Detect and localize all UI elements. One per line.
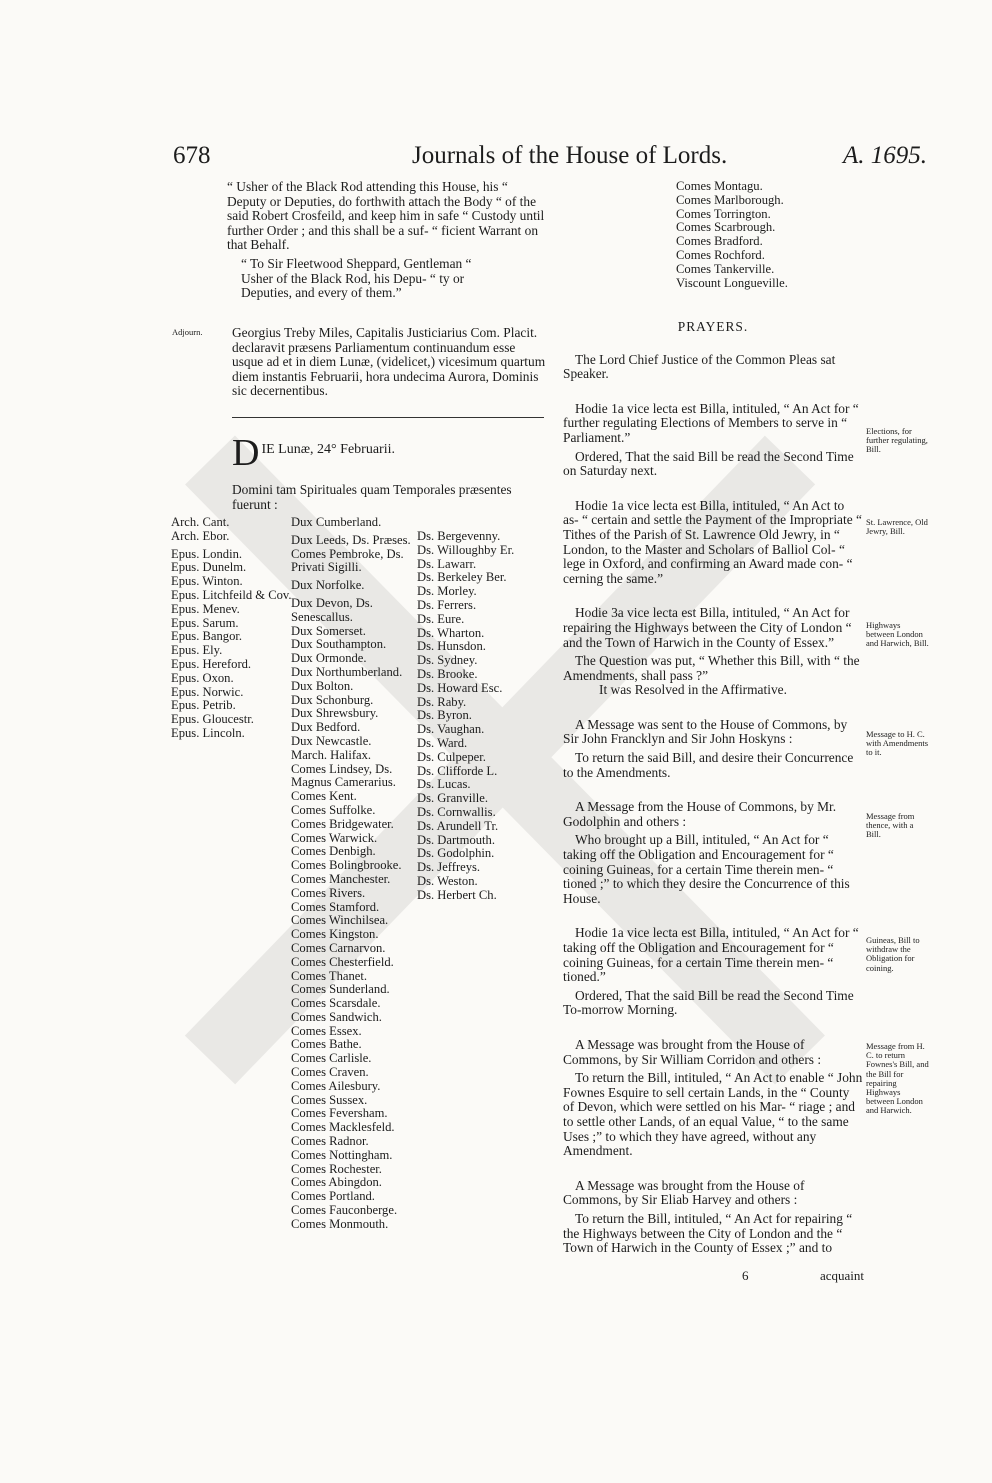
lord-entry: Comes Ailesbury. bbox=[291, 1078, 381, 1093]
baron-entry: Ds. Granville. bbox=[417, 791, 488, 806]
bishop-entry: Epus. Londin. bbox=[171, 546, 243, 561]
earl-entry: Comes Bradford. bbox=[676, 234, 763, 249]
lord-entry: March. Halifax. bbox=[291, 747, 372, 762]
prayers-heading: PRAYERS. bbox=[677, 319, 749, 334]
bishop-entry: Arch. Ebor. bbox=[171, 528, 230, 543]
bishop-entry: Epus. Bangor. bbox=[171, 629, 243, 644]
baron-entry: Ds. Godolphin. bbox=[417, 846, 495, 861]
lord-entry: Comes Bathe. bbox=[291, 1037, 362, 1052]
lord-entry: Comes Sandwich. bbox=[291, 1009, 382, 1024]
lord-entry: Comes Denbigh. bbox=[291, 844, 376, 859]
lord-entry: Comes Portland. bbox=[291, 1189, 375, 1204]
bishops-list bbox=[171, 516, 292, 741]
entry-st-lawrence: Hodie 1a vice lecta est Billa, intituled, “ An Act to as- “ certain and settle the Payment of the Impropriate “ Tithes of the Parish of St. Lawrence Old Jewry, in “ London, to the Master and Scholars of Balliol Col- “ lege in Oxford, and confirming an Award made con- “ cerning the same.” bbox=[563, 497, 862, 586]
catchword: acquaint bbox=[820, 1268, 865, 1283]
lord-entry: Comes Macklesfeld. bbox=[291, 1120, 395, 1135]
earl-entry: Comes Marlborough. bbox=[676, 192, 784, 207]
margin-note-guineas: Guineas, Bill to withdraw the Obligation for coining. bbox=[866, 935, 920, 973]
baron-entry: Ds. Wharton. bbox=[417, 625, 485, 640]
right-column bbox=[563, 320, 863, 1256]
bishop-entry: Epus. Ely. bbox=[171, 643, 223, 658]
baron-entry: Ds. Arundell Tr. bbox=[417, 818, 499, 833]
lord-entry: Comes Warwick. bbox=[291, 830, 378, 845]
lord-entry: Comes Monmouth. bbox=[291, 1216, 389, 1231]
lord-entry: Dux Leeds, Ds. Præses. bbox=[291, 532, 411, 547]
bishop-entry: Epus. Litchfeild & Cov. bbox=[171, 587, 292, 602]
lord-entry: Dux Devon, Ds. Senescallus. bbox=[291, 595, 373, 624]
baron-entry: Ds. Eure. bbox=[417, 611, 465, 626]
bishop-entry: Epus. Norwic. bbox=[171, 684, 244, 699]
message-sent: A Message was sent to the House of Commons, by Sir John Francklyn and Sir John Hoskyns : bbox=[563, 716, 848, 747]
lord-entry: Comes Carnarvon. bbox=[291, 940, 386, 955]
baron-entry: Ds. Cornwallis. bbox=[417, 804, 496, 819]
baron-entry: Ds. Weston. bbox=[417, 873, 478, 888]
bishop-entry: Epus. Gloucestr. bbox=[171, 712, 254, 727]
earl-entry: Comes Rochford. bbox=[676, 247, 765, 262]
lord-entry: Dux Norfolke. bbox=[291, 578, 365, 593]
margin-note-st-lawrence: St. Lawrence, Old Jewry, Bill. bbox=[866, 517, 928, 537]
message-brought-2: A Message was brought from the House of Commons, by Sir Eliab Harvey and others : bbox=[563, 1177, 805, 1208]
baron-entry: Ds. Sydney. bbox=[417, 653, 478, 668]
drop-cap: D bbox=[232, 432, 260, 474]
baron-entry: Ds. Byron. bbox=[417, 708, 472, 723]
lord-entry: Comes Thanet. bbox=[291, 968, 368, 983]
day-title: IE Lunæ, 24° Februarii. bbox=[261, 442, 395, 457]
margin-note-message-from: Message from thence, with a Bill. bbox=[866, 811, 915, 840]
lord-entry: Comes Craven. bbox=[291, 1065, 369, 1080]
baron-entry: Ds. Jeffreys. bbox=[417, 860, 481, 875]
lord-entry: Comes Stamford. bbox=[291, 899, 380, 914]
margin-note-elections: Elections, for further regulating, Bill. bbox=[866, 426, 928, 455]
year: A. 1695. bbox=[843, 142, 928, 169]
lord-entry: Dux Bolton. bbox=[291, 678, 354, 693]
baron-entry: Ds. Lawarr. bbox=[417, 556, 477, 571]
lord-entry: Comes Nottingham. bbox=[291, 1147, 393, 1162]
entry-elections: Hodie 1a vice lecta est Billa, intituled, “ An Act for “ further regulating Elections of Members to serve in “ Parliament.” bbox=[563, 400, 859, 445]
baron-entry: Ds. Ward. bbox=[417, 735, 468, 750]
lord-entry: Comes Scarsdale. bbox=[291, 996, 381, 1011]
warrant-text: “ Usher of the Black Rod attending this House, his “ Deputy or Deputies, do forthwith attach the Body “ of the said Robert Crosfeild, and keep him in safe “ Custody until further Order ; and this shall be a suf- “ ficient Warrant on that Behalf. bbox=[227, 179, 545, 253]
bishop-entry: Epus. Hereford. bbox=[171, 656, 252, 671]
lord-entry: Comes Carlisle. bbox=[291, 1051, 372, 1066]
baron-entry: Ds. Lucas. bbox=[417, 777, 471, 792]
signature-mark: 6 bbox=[742, 1268, 749, 1283]
lord-entry: Dux Bedford. bbox=[291, 720, 361, 735]
lord-entry: Dux Schonburg. bbox=[291, 692, 374, 707]
lord-entry: Comes Suffolke. bbox=[291, 802, 376, 817]
lord-entry: Dux Southampton. bbox=[291, 637, 387, 652]
lord-entry: Comes Kent. bbox=[291, 789, 357, 804]
bishop-entry: Arch. Cant. bbox=[171, 515, 230, 529]
lord-entry: Comes Sunderland. bbox=[291, 982, 390, 997]
order-guineas: Ordered, That the said Bill be read the Second Time To-morrow Morning. bbox=[563, 987, 854, 1018]
adjourn-text: Georgius Treby Miles, Capitalis Justiciarius Com. Placit. declaravit præsens Parliamentum continuandum esse usque ad et in diem Lunæ, (videlicet,) vicesimum quartum diem instantis Februarii, hora undecima Aurora, Dominis sic decernentibus. bbox=[232, 325, 546, 399]
barons-list bbox=[417, 530, 514, 903]
lord-entry: Comes Chesterfield. bbox=[291, 954, 394, 969]
baron-entry: Ds. Dartmouth. bbox=[417, 832, 496, 847]
lord-entry: Comes Rivers. bbox=[291, 885, 366, 900]
entry-guineas: Hodie 1a vice lecta est Billa, intituled, “ An Act for “ taking off the Obligation and Encouragement for “ coining Guineas, for a certain Time therein men- “ tioned.” bbox=[563, 925, 859, 985]
bishop-entry: Epus. Dunelm. bbox=[171, 560, 247, 575]
baron-entry: Ds. Berkeley Ber. bbox=[417, 570, 507, 585]
message-from-text: Who brought up a Bill, intituled, “ An Act for “ taking off the Obligation and Encouragement for “ coining Guineas, for a certain Time therein men- “ tioned ;” to which they desire the Concurrence of this House. bbox=[563, 832, 850, 906]
baron-entry: Ds. Willoughby Er. bbox=[417, 542, 515, 557]
message-from: A Message from the House of Commons, by Mr. Godolphin and others : bbox=[563, 799, 837, 829]
lord-entry: Comes Lindsey, Ds. Magnus Camerarius. bbox=[291, 761, 396, 790]
lord-entry: Comes Manchester. bbox=[291, 871, 391, 886]
lord-entry: Dux Shrewsbury. bbox=[291, 706, 379, 721]
lord-entry: Comes Fauconberge. bbox=[291, 1203, 398, 1218]
message-brought-2-text: To return the Bill, intituled, “ An Act for repairing “ the Highways between the City of London and the “ Town of Harwich in the County of Essex ;” and to bbox=[563, 1210, 853, 1256]
margin-note-message-to: Message to H. C. with Amendments to it. bbox=[866, 729, 929, 758]
margin-note-fownes: Message from H. C. to return Fownes's Bill, and the Bill for repairing Highways between London and Harwich. bbox=[866, 1041, 929, 1116]
margin-note-highways: Highways between London and Harwich, Bill. bbox=[866, 620, 929, 649]
warrant-to: “ To Sir Fleetwood Sheppard, Gentleman “ Usher of the Black Rod, his Depu- “ ty or Deputies, and every of them.” bbox=[241, 255, 472, 301]
lord-entry: Comes Rochester. bbox=[291, 1161, 382, 1176]
bishop-entry: Epus. Lincoln. bbox=[171, 725, 245, 740]
question-put: The Question was put, “ Whether this Bill, with “ the Amendments, shall pass ?” bbox=[563, 653, 860, 683]
speaker-line: The Lord Chief Justice of the Common Pleas sat Speaker. bbox=[563, 351, 836, 382]
baron-entry: Ds. Raby. bbox=[417, 694, 467, 709]
lord-entry: Comes Abingdon. bbox=[291, 1175, 382, 1190]
lord-entry: Comes Radnor. bbox=[291, 1134, 369, 1149]
present-line: Domini tam Spirituales quam Temporales præsentes fuerunt : bbox=[232, 482, 512, 512]
baron-entry: Ds. Culpeper. bbox=[417, 749, 486, 764]
baron-entry: Ds. Ferrers. bbox=[417, 597, 477, 612]
entry-highways: Hodie 3a vice lecta est Billa, intituled, “ An Act for repairing the Highways between the City of London “ and the Town of Harwich in the County of Essex.” bbox=[563, 605, 852, 650]
baron-entry: Ds. Brooke. bbox=[417, 666, 478, 681]
margin-note-adjourn: Adjourn. bbox=[172, 327, 203, 337]
lord-entry: Comes Essex. bbox=[291, 1023, 362, 1038]
bishop-entry: Epus. Sarum. bbox=[171, 615, 239, 630]
message-sent-text: To return the said Bill, and desire their Concurrence to the Amendments. bbox=[563, 750, 854, 780]
lord-entry: Dux Somerset. bbox=[291, 623, 366, 638]
page-number: 678 bbox=[173, 142, 211, 169]
earl-entry: Comes Montagu. bbox=[676, 179, 763, 193]
order-elections: Ordered, That the said Bill be read the Second Time on Saturday next. bbox=[563, 448, 854, 479]
lord-entry: Dux Ormonde. bbox=[291, 651, 367, 666]
earl-entry: Viscount Longueville. bbox=[676, 275, 788, 290]
warrant-block bbox=[227, 180, 547, 301]
lord-entry: Comes Feversham. bbox=[291, 1106, 388, 1121]
lord-entry: Comes Bridgewater. bbox=[291, 816, 394, 831]
earl-entry: Comes Torrington. bbox=[676, 206, 771, 221]
bishop-entry: Epus. Winton. bbox=[171, 574, 243, 589]
baron-entry: Ds. Clifforde L. bbox=[417, 763, 498, 778]
day-heading bbox=[232, 432, 395, 474]
message-brought-1-text: To return the Bill, intituled, “ An Act to enable “ John Fownes Esquire to sell certain Lands, in the “ County of Devon, which were settled on his Mar- “ riage ; and to settle other Lands, of an equal Value, “ to the same Uses ;” to which they have agreed, without any Amendment. bbox=[563, 1070, 863, 1159]
baron-entry: Ds. Bergevenny. bbox=[417, 529, 501, 543]
earl-entry: Comes Scarbrough. bbox=[676, 220, 776, 235]
earls-list-continued bbox=[676, 180, 788, 290]
page-title: Journals of the House of Lords. bbox=[412, 142, 728, 169]
lord-entry: Comes Kingston. bbox=[291, 927, 379, 942]
lord-entry: Dux Northumberland. bbox=[291, 664, 403, 679]
bishop-entry: Epus. Menev. bbox=[171, 601, 240, 616]
baron-entry: Ds. Morley. bbox=[417, 584, 477, 599]
resolved-line: It was Resolved in the Affirmative. bbox=[599, 682, 787, 698]
baron-entry: Ds. Herbert Ch. bbox=[417, 887, 497, 902]
lords-list bbox=[291, 516, 415, 1232]
lord-entry: Dux Newcastle. bbox=[291, 733, 372, 748]
baron-entry: Ds. Hunsdon. bbox=[417, 639, 486, 654]
bishop-entry: Epus. Petrib. bbox=[171, 698, 236, 713]
lord-entry: Comes Bolingbrooke. bbox=[291, 858, 402, 873]
earl-entry: Comes Tankerville. bbox=[676, 261, 775, 276]
message-brought-1: A Message was brought from the House of Commons, by Sir William Corridon and others : bbox=[563, 1036, 822, 1067]
baron-entry: Ds. Howard Esc. bbox=[417, 680, 503, 695]
lord-entry: Comes Sussex. bbox=[291, 1092, 368, 1107]
bishop-entry: Epus. Oxon. bbox=[171, 670, 234, 685]
lord-entry: Comes Pembroke, Ds. Privati Sigilli. bbox=[291, 546, 404, 575]
baron-entry: Ds. Vaughan. bbox=[417, 722, 485, 737]
divider bbox=[232, 417, 544, 418]
lord-entry: Dux Cumberland. bbox=[291, 515, 382, 529]
lord-entry: Comes Winchilsea. bbox=[291, 913, 389, 928]
